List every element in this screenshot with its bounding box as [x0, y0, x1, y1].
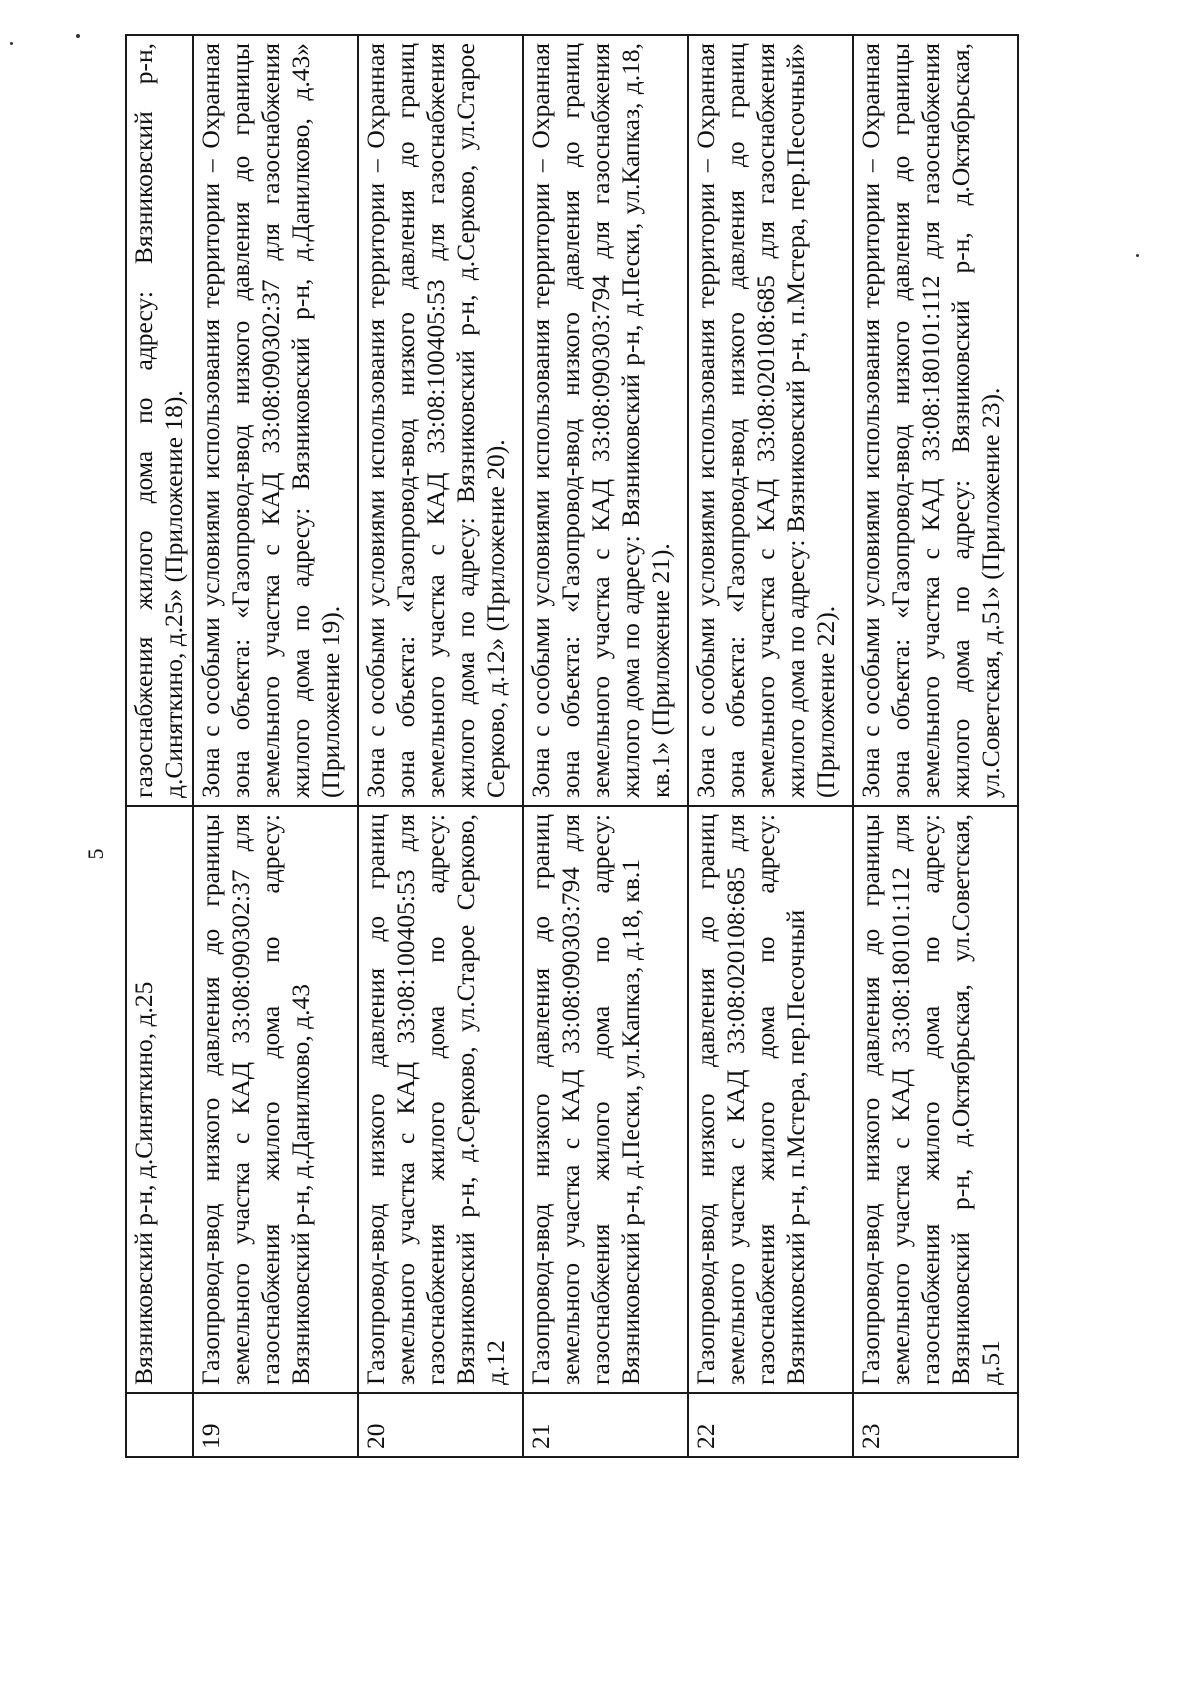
zone-description-cell: Зона с особыми условиями использования территории – Охранная зона объекта: «Газопровод-ввод низкого давления до границ земельного участка с КАД 33:08:100405:53 для газоснабжения жилого дома по адресу: Вязниковский р-н, д.Серково, ул.Старое Серково, д.12» (Приложение 20). [358, 35, 523, 806]
zone-description-cell: Зона с особыми условиями использования территории – Охранная зона объекта: «Газопровод-ввод низкого давления до границ земельного участка с КАД 33:08:090303:794 для газоснабжения жилого дома по адресу: Вязниковский р-н, д.Пески, ул.Капказ, д.18, кв.1» (Приложение 21). [523, 35, 688, 806]
object-description-cell: Газопровод-ввод низкого давления до границ земельного участка с КАД 33:08:090303:794 для газоснабжения жилого дома по адресу: Вязниковский р-н, д.Пески, ул.Капказ, д.18, кв.1 [523, 806, 688, 1393]
scan-speck [10, 42, 13, 45]
table-row [193, 35, 358, 1457]
row-number-cell [126, 1393, 193, 1457]
row-number-cell: 22 [688, 1393, 853, 1457]
row-number-cell: 20 [358, 1393, 523, 1457]
page-number: 5 [83, 848, 108, 860]
table-row [853, 35, 1018, 1457]
zone-description-cell: газоснабжения жилого дома по адресу: Вязниковский р-н, д.Синяткино, д.25» (Приложение 18). [126, 35, 193, 806]
zone-description-cell: Зона с особыми условиями использования территории – Охранная зона объекта: «Газопровод-ввод низкого давления до границы земельного участка с КАД 33:08:180101:112 для газоснабжения жилого дома по адресу: Вязниковский р-н, д.Октябрьская, ул.Советская, д.51» (Приложение 23). [853, 35, 1018, 806]
rotated-table-wrapper [125, 43, 1065, 1458]
table-row [358, 35, 523, 1457]
object-description-cell: Газопровод-ввод низкого давления до границы земельного участка с КАД 33:08:180101:112 для газоснабжения жилого дома по адресу: Вязниковский р-н, д.Октябрьская, ул.Советская, д.51 [853, 806, 1018, 1393]
object-description-cell: Газопровод-ввод низкого давления до границы земельного участка с КАД 33:08:090302:37 для газоснабжения жилого дома по адресу: Вязниковский р-н, д.Данилково, д.43 [193, 806, 358, 1393]
row-number-cell: 23 [853, 1393, 1018, 1457]
object-description-cell: Газопровод-ввод низкого давления до границ земельного участка с КАД 33:08:100405:53 для газоснабжения жилого дома по адресу: Вязниковский р-н, д.Серково, ул.Старое Серково, д.12 [358, 806, 523, 1393]
scan-speck [76, 34, 80, 38]
scan-speck [1136, 254, 1139, 257]
table-row [688, 35, 853, 1457]
table-row [523, 35, 688, 1457]
zone-description-cell: Зона с особыми условиями использования территории – Охранная зона объекта: «Газопровод-ввод низкого давления до границы земельного участка с КАД 33:08:090302:37 для газоснабжения жилого дома по адресу: Вязниковский р-н, д.Данилково, д.43» (Приложение 19). [193, 35, 358, 806]
register-table [125, 34, 1019, 1458]
row-number-cell: 21 [523, 1393, 688, 1457]
object-description-cell: Вязниковский р-н, д.Синяткино, д.25 [126, 806, 193, 1393]
object-description-cell: Газопровод-ввод низкого давления до границ земельного участка с КАД 33:08:020108:685 для газоснабжения жилого дома по адресу: Вязниковский р-н, п.Мстера, пер.Песочный [688, 806, 853, 1393]
row-number-cell: 19 [193, 1393, 358, 1457]
table-row-continued [126, 35, 193, 1457]
zone-description-cell: Зона с особыми условиями использования территории – Охранная зона объекта: «Газопровод-ввод низкого давления до границ земельного участка с КАД 33:08:020108:685 для газоснабжения жилого дома по адресу: Вязниковский р-н, п.Мстера, пер.Песочный» (Приложение 22). [688, 35, 853, 806]
